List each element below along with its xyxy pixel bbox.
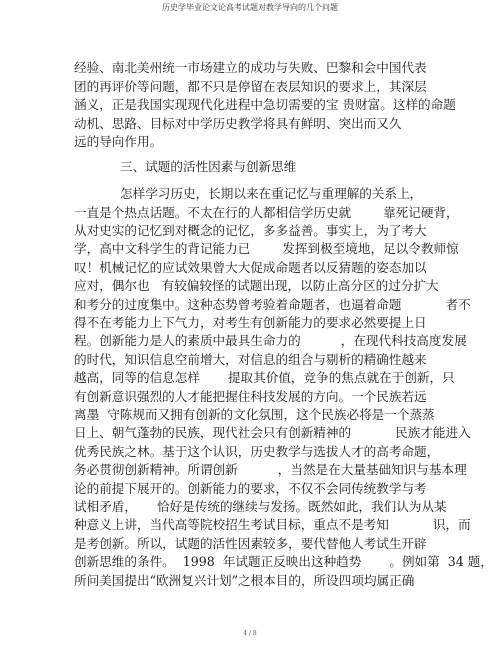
paragraph-line: 叹！机械记忆的应试效果曾大大促成命题者以反猜题的姿态加以 [74,260,427,275]
paragraph-line: 和考分的过度集中。这种态势曾考验着命题者，也逼着命题 者不 [74,297,471,312]
paragraph-line: 涵义，正是我国实现现代化进程中急切需要的宝 贵财富。这样的命题 [74,97,456,112]
page-number: 4 / 8 [243,630,257,637]
paragraph-line: 应对，偶尔也 有较偏较怪的试题出现，以防止高分区的过分扩大 [74,278,439,293]
paragraph-line: 程。创新能力是人的素质中最具生命力的 ，在现代科技高度发展 [74,333,467,348]
paragraph-line: 优秀民族之林。基于这个认识，历史教学与选拔人才的高考命题， [74,444,440,459]
paragraph-line: 务必贯彻创新精神。所谓创新 ，当然是在大量基础知识与基本理 [74,462,467,477]
section-heading: 三、试题的活性因素与创新思维 [120,159,297,174]
paragraph-line: 从对史实的记忆到对概念的记忆，多多益善。事实上，为了考大 [74,223,427,238]
page-header: 历史学毕业论文论高考试题对教学导向的几个问题 [162,3,338,12]
paragraph-line: 种意义上讲，当代高等院校招生考试目标，重点不是考知 识，而 [74,517,471,532]
paragraph-line: 动机、思路、目标对中学历史教学将具有鲜明、突出而又久 [74,116,402,131]
paragraph-line: 日上、朝气蓬勃的民族，现代社会只有创新精神的 民族才能进入 [74,425,471,440]
paragraph-line: 学，高中文科学生的背记能力已 发挥到极至境地，足以令教师惊 [74,241,459,256]
paragraph-line: 试相矛盾， 恰好是传统的继续与发扬。既然如此，我们认为从某 [74,499,447,514]
paragraph-line: 远的导向作用。 [74,134,163,149]
paragraph-line: 论的前提下展开的。创新能力的要求，不仅不会同传统教学与考 [74,481,427,496]
paragraph-line: 的时代，知识信息空前增大，对信息的组合与剔析的精确性越来 [74,352,427,367]
paragraph-line: 一直是个热点话题。不太在行的人都相信学历史就 靠死记硬背， [74,205,459,220]
paragraph-line: 越高，同等的信息怎样 提取其价值，竞争的焦点就在于创新，只 [74,370,455,385]
paragraph-line: 有创新意识强烈的人才能把握住科技发展的方向。一个民族若远 [74,389,427,404]
paragraph-line: 是考创新。所以，试题的活性因素较多，要代替他人考试生开辟 [74,536,427,551]
paragraph-line: 经验、南北美州统一市场建立的成功与失败、巴黎和会中国代表 [74,60,427,75]
paragraph-line: 离墨 守陈规而又拥有创新的文化氛围，这个民族必将是一个蒸蒸 [74,407,435,422]
paragraph-line: 得不在考能力上下气力，对考生有创新能力的要求必然要提上日 [74,315,427,330]
paragraph-line: 怎样学习历史，长期以来在重记忆与重理解的关系上， [120,186,423,201]
paragraph-line: 团的再评价等问题，都不只是停留在表层知识的要求上，其深层 [74,79,427,94]
paragraph-line: 创新思维的条件。 1998 年试题正反映出这种趋势 。例如第 34 题， [74,554,493,569]
paragraph-line: 所问美国提出“欧洲复兴计划”之根本目的，所设四项均属正确 [74,573,415,588]
